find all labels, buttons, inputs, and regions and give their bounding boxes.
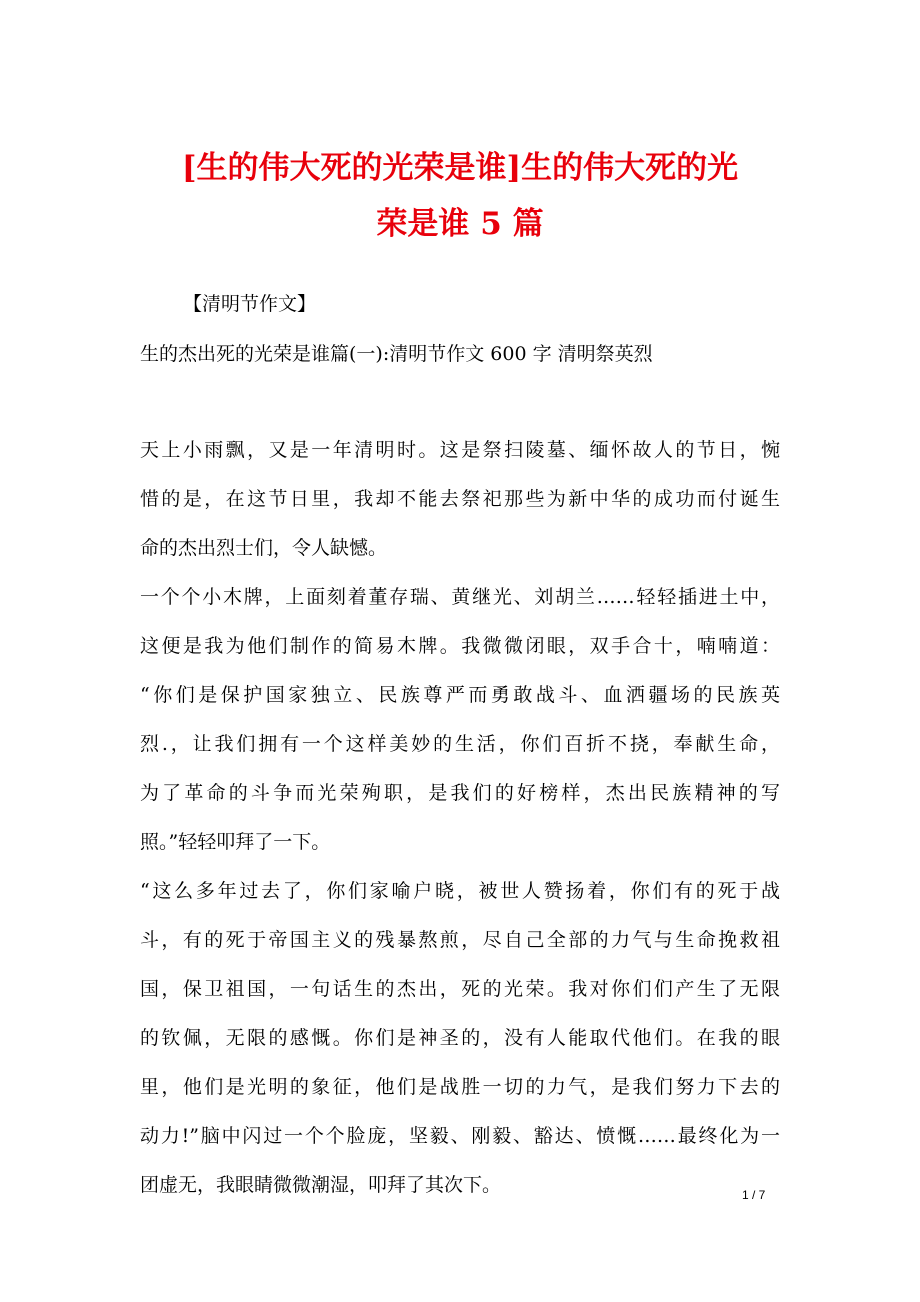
section-heading: 【清明节作文】 [183,293,317,315]
body-line: 团虚无，我眼睛微微潮湿，叩拜了其次下。 [140,1174,502,1196]
page-number: 1 / 7 [742,1188,766,1202]
body-line: 惜的是，在这节日里，我却不能去祭祀那些为新中华的成功而付诞生 [140,488,780,510]
document-title [0,140,920,252]
title-line-1: [生的伟大死的光荣是谁]生的伟大死的光 [181,150,739,186]
body-line: 里，他们是光明的象征，他们是战胜一切的力气，是我们努力下去的 [140,1076,780,1098]
body-line: 国，保卫祖国，一句话生的杰出，死的光荣。我对你们们产生了无限 [140,978,780,1000]
body-line: 斗，有的死于帝国主义的残暴熬煎，尽自己全部的力气与生命挽救祖 [140,929,780,951]
subheading: 生的杰出死的光荣是谁篇(一):清明节作文 600 字 清明祭英烈 [140,343,653,365]
body-line: 动力!”脑中闪过一个个脸庞，坚毅、刚毅、豁达、愤慨……最终化为一 [140,1125,780,1147]
body-line: 一个个小木牌，上面刻着董存瑞、黄继光、刘胡兰……轻轻插进土中， [140,586,780,608]
body-line: 为了革命的斗争而光荣殉职，是我们的好榜样，杰出民族精神的写 [140,782,780,804]
body-line: 烈.，让我们拥有一个这样美妙的生活，你们百折不挠，奉献生命， [140,733,780,755]
body-line: 的钦佩，无限的感慨。你们是神圣的，没有人能取代他们。在我的眼 [140,1027,780,1049]
body-line: 天上小雨飘，又是一年清明时。这是祭扫陵墓、缅怀故人的节日，惋 [140,439,780,461]
body-line: 命的杰出烈士们，令人缺憾。 [140,537,388,559]
body-line: “这么多年过去了，你们家喻户晓，被世人赞扬着，你们有的死于战 [140,880,780,902]
body-line: “你们是保护国家独立、民族尊严而勇敢战斗、血洒疆场的民族英 [140,684,780,706]
title-line-2: 荣是谁 5 篇 [376,206,544,242]
body-line: 这便是我为他们制作的简易木牌。我微微闭眼，双手合十，喃喃道： [140,635,780,657]
body-line: 照。”轻轻叩拜了一下。 [140,831,331,853]
